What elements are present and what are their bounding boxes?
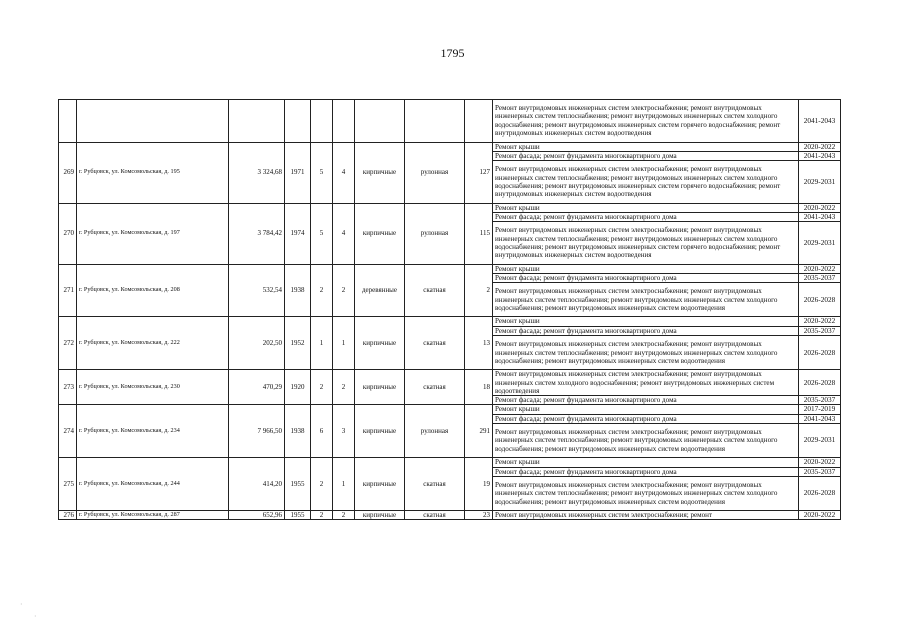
cell-work-type: Ремонт крыши [493,142,799,151]
table-row [59,511,841,520]
table-body [59,100,841,520]
cell-entrances: 1 [333,458,355,511]
cell-num [59,100,77,143]
scan-mark: · [34,612,37,621]
cell-wall: кирпичные [355,203,405,264]
cell-wall: деревянные [355,264,405,317]
cell-roof [405,100,465,143]
cell-address: г. Рубцовск, ул. Комсомольская, д. 244 [77,458,229,511]
cell-entrances: 4 [333,142,355,203]
cell-area [229,100,285,143]
cell-area: 202,50 [229,317,285,370]
cell-roof: скатная [405,264,465,317]
cell-work-type: Ремонт внутридомовых инженерных систем электроснабжения; ремонт внутридомовых инженерных систем теплоснабжения; ремонт внутридомовых инженерных систем холодного водоснабжения; ремонт внутридомовых инженерных систем горячего водоснабжения; ремонт внутридомовых инженерных систем водоотведения [493,161,799,204]
cell-years: 2026-2028 [799,283,841,317]
cell-residents: 18 [465,370,493,405]
cell-entrances: 4 [333,203,355,264]
cell-roof: рулонная [405,142,465,203]
cell-num: 272 [59,317,77,370]
table-row [59,100,841,143]
cell-work-type: Ремонт внутридомовых инженерных систем электроснабжения; ремонт внутридомовых инженерных систем теплоснабжения; ремонт внутридомовых инженерных систем холодного водоснабжения; ремонт внутридомовых инженерных систем горячего водоснабжения; ремонт внутридомовых инженерных систем водоотведения [493,100,799,143]
table-row [59,264,841,273]
table-row [59,142,841,151]
cell-years: 2041-2043 [799,414,841,423]
cell-area: 3 784,42 [229,203,285,264]
cell-years: 2041-2043 [799,151,841,160]
cell-area: 3 324,68 [229,142,285,203]
cell-floors: 5 [311,203,333,264]
cell-years: 2041-2043 [799,100,841,143]
scan-mark: · [20,600,23,609]
cell-year: 1971 [285,142,311,203]
cell-floors: 1 [311,317,333,370]
cell-years: 2026-2028 [799,476,841,510]
cell-roof: скатная [405,370,465,405]
cell-num: 270 [59,203,77,264]
cell-roof: скатная [405,458,465,511]
cell-year: 1952 [285,317,311,370]
cell-work-type: Ремонт внутридомовых инженерных систем электроснабжения; ремонт [493,511,799,520]
cell-years: 2020-2022 [799,317,841,326]
table-row [59,370,841,396]
cell-wall: кирпичные [355,317,405,370]
cell-year: 1938 [285,264,311,317]
cell-address: г. Рубцовск, ул. Комсомольская, д. 195 [77,142,229,203]
cell-years: 2026-2028 [799,336,841,370]
cell-year [285,100,311,143]
cell-wall: кирпичные [355,142,405,203]
cell-entrances: 1 [333,317,355,370]
cell-work-type: Ремонт крыши [493,405,799,414]
cell-work-type: Ремонт внутридомовых инженерных систем электроснабжения; ремонт внутридомовых инженерных систем теплоснабжения; ремонт внутридомовых инженерных систем холодного водоснабжения; ремонт внутридомовых инженерных систем водоотведения [493,476,799,510]
table-row [59,458,841,467]
cell-roof: рулонная [405,405,465,458]
cell-residents: 115 [465,203,493,264]
cell-floors: 2 [311,511,333,520]
cell-wall: кирпичные [355,458,405,511]
cell-work-type: Ремонт внутридомовых инженерных систем электроснабжения; ремонт внутридомовых инженерных систем теплоснабжения; ремонт внутридомовых инженерных систем холодного водоснабжения; ремонт внутридомовых инженерных систем водоотведения [493,336,799,370]
cell-work-type: Ремонт внутридомовых инженерных систем электроснабжения; ремонт внутридомовых инженерных систем теплоснабжения; ремонт внутридомовых инженерных систем холодного водоснабжения; ремонт внутридомовых инженерных систем водоотведения [493,424,799,458]
cell-address: г. Рубцовск, ул. Комсомольская, д. 197 [77,203,229,264]
repair-schedule-table [58,99,841,520]
cell-address: г. Рубцовск, ул. Комсомольская, д. 208 [77,264,229,317]
cell-work-type: Ремонт внутридомовых инженерных систем электроснабжения; ремонт внутридомовых инженерных систем теплоснабжения; ремонт внутридомовых инженерных систем холодного водоснабжения; ремонт внутридомовых инженерных систем горячего водоснабжения; ремонт внутридомовых инженерных систем водоотведения [493,222,799,265]
table-row [59,317,841,326]
cell-wall [355,100,405,143]
cell-year: 1938 [285,405,311,458]
cell-year: 1920 [285,370,311,405]
cell-roof: скатная [405,511,465,520]
cell-work-type: Ремонт фасада; ремонт фундамента многоквартирного дома [493,273,799,282]
cell-entrances: 2 [333,511,355,520]
cell-floors: 2 [311,264,333,317]
cell-area: 7 966,50 [229,405,285,458]
cell-address [77,100,229,143]
cell-year: 1955 [285,511,311,520]
cell-residents: 13 [465,317,493,370]
cell-residents: 23 [465,511,493,520]
cell-years: 2017-2019 [799,405,841,414]
cell-work-type: Ремонт фасада; ремонт фундамента многоквартирного дома [493,326,799,335]
cell-wall: кирпичные [355,405,405,458]
cell-years: 2026-2028 [799,370,841,396]
cell-work-type: Ремонт внутридомовых инженерных систем электроснабжения; ремонт внутридомовых инженерных систем холодного водоснабжения; ремонт внутридомовых инженерных систем водоотведения [493,370,799,396]
cell-address: г. Рубцовск, ул. Комсомольская, д. 287 [77,511,229,520]
cell-years: 2035-2037 [799,396,841,405]
cell-area: 652,96 [229,511,285,520]
cell-floors: 5 [311,142,333,203]
cell-years: 2020-2022 [799,203,841,212]
cell-work-type: Ремонт фасада; ремонт фундамента многоквартирного дома [493,212,799,221]
cell-work-type: Ремонт крыши [493,317,799,326]
cell-num: 273 [59,370,77,405]
cell-floors: 2 [311,458,333,511]
cell-area: 414,20 [229,458,285,511]
cell-area: 532,54 [229,264,285,317]
cell-address: г. Рубцовск, ул. Комсомольская, д. 234 [77,405,229,458]
cell-residents: 2 [465,264,493,317]
cell-entrances: 2 [333,370,355,405]
cell-floors: 6 [311,405,333,458]
cell-years: 2020-2022 [799,458,841,467]
table-row [59,203,841,212]
cell-work-type: Ремонт крыши [493,203,799,212]
cell-work-type: Ремонт фасада; ремонт фундамента многоквартирного дома [493,396,799,405]
cell-residents: 19 [465,458,493,511]
cell-area: 470,29 [229,370,285,405]
cell-year: 1974 [285,203,311,264]
cell-residents [465,100,493,143]
cell-years: 2035-2037 [799,273,841,282]
cell-years: 2035-2037 [799,467,841,476]
cell-address: г. Рубцовск, ул. Комсомольская, д. 222 [77,317,229,370]
cell-num: 275 [59,458,77,511]
cell-work-type: Ремонт фасада; ремонт фундамента многоквартирного дома [493,151,799,160]
cell-entrances [333,100,355,143]
cell-work-type: Ремонт крыши [493,458,799,467]
cell-years: 2020-2022 [799,511,841,520]
cell-floors: 2 [311,370,333,405]
cell-address: г. Рубцовск, ул. Комсомольская, д. 230 [77,370,229,405]
table-row [59,405,841,414]
cell-years: 2020-2022 [799,264,841,273]
cell-work-type: Ремонт крыши [493,264,799,273]
cell-residents: 127 [465,142,493,203]
cell-years: 2041-2043 [799,212,841,221]
page-number: 1795 [440,46,465,60]
cell-years: 2020-2022 [799,142,841,151]
cell-work-type: Ремонт фасада; ремонт фундамента многоквартирного дома [493,467,799,476]
cell-num: 269 [59,142,77,203]
cell-wall: кирпичные [355,370,405,405]
cell-work-type: Ремонт внутридомовых инженерных систем электроснабжения; ремонт внутридомовых инженерных систем теплоснабжения; ремонт внутридомовых инженерных систем холодного водоснабжения; ремонт внутридомовых инженерных систем водоотведения [493,283,799,317]
cell-entrances: 3 [333,405,355,458]
cell-wall: кирпичные [355,511,405,520]
cell-years: 2029-2031 [799,161,841,204]
cell-work-type: Ремонт фасада; ремонт фундамента многоквартирного дома [493,414,799,423]
cell-floors [311,100,333,143]
cell-roof: скатная [405,317,465,370]
cell-num: 271 [59,264,77,317]
cell-roof: рулонная [405,203,465,264]
cell-year: 1955 [285,458,311,511]
cell-years: 2029-2031 [799,222,841,265]
cell-num: 274 [59,405,77,458]
cell-entrances: 2 [333,264,355,317]
cell-residents: 291 [465,405,493,458]
cell-num: 276 [59,511,77,520]
cell-years: 2035-2037 [799,326,841,335]
cell-years: 2029-2031 [799,424,841,458]
